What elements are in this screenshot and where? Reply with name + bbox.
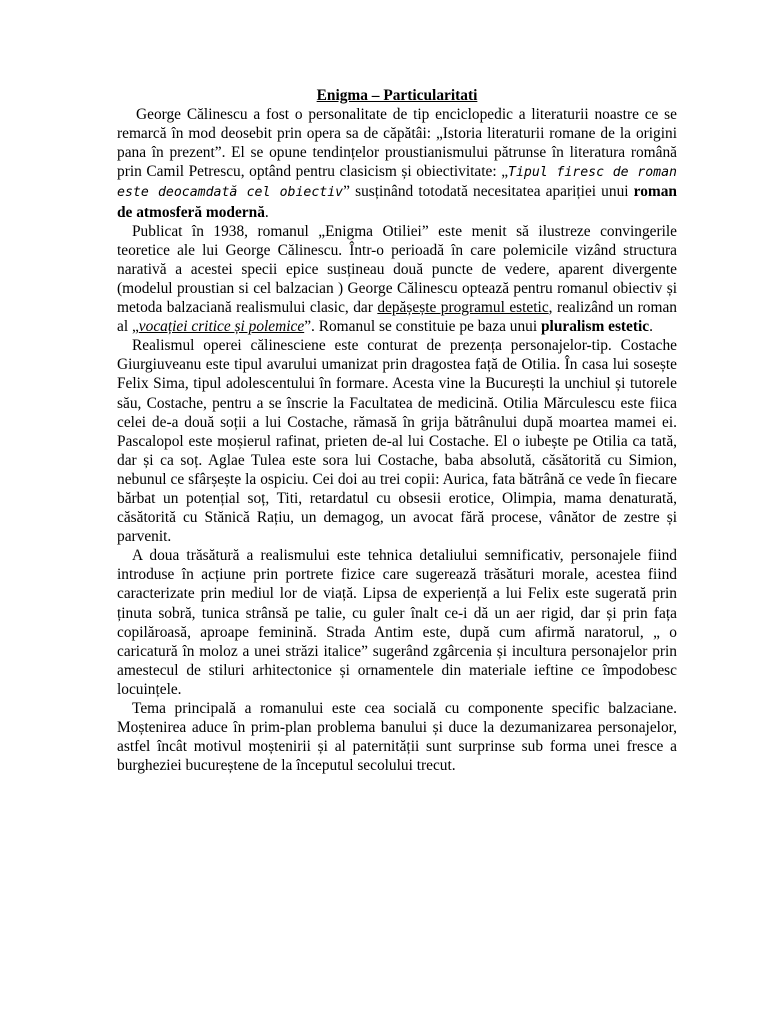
paragraph-publication-italic-underline: vocației critice și polemice xyxy=(138,318,305,336)
paragraph-intro-text-1: George Călinescu a fost o personalitate de tip enciclopedic a literaturii noastre ce se remarcă în mod deosebit prin opera sa de căpătâi: „Istoria literaturii romane de la origini pana în prezent”. El se opune tendințelor proustianismului pătrunse în literatura română prin Camil Petrescu, optând pentru clasicism și obiectivitate: „ xyxy=(117,106,677,181)
document-title: Enigma – Particularitati xyxy=(316,87,478,104)
paragraph-theme: Tema principală a romanului este cea socială cu componente specific balzaciane. Moștenirea aduce în prim-plan problema banului și duce la dezumanizarea personajelor, astfel încât motivul moștenirii și al paternității sunt surprinse sub forma unei fresce a burgheziei bucureștene de la începutul secolului trecut. xyxy=(117,700,677,775)
paragraph-intro-bold: roman de atmosferă modernă xyxy=(117,183,677,221)
paragraph-publication-text-4: . xyxy=(649,318,653,336)
paragraph-characters: Realismul operei călinesciene este conturat de prezența personajelor-tip. Costache Giurgiuveanu este tipul avarului umanizat prin dragostea față de Otilia. În casa lui sosește Felix Sima, tipul adolescentului în formare. Acesta vine la București la unchiul și tutorele său, Costache, pentru a se înscrie la Facultatea de medicină. Otilia Mărculescu este fiica celei de-a două soții a lui Costache, rămasă în grija bătrânului după moartea mamei ei. Pascalopol este moșierul rafinat, prieten de-al lui Costache. El o iubește pe Otilia ca tată, dar și ca soț. Aglae Tulea este sora lui Costache, baba absolută, căsătorită cu Simion, nebunul ce sfârșește la ospiciu. Cei doi au trei copii: Aurica, fata bătrână ce vede în fiecare bărbat un potențial soț, Titi, retardatul cu obsesii erotice, Olimpia, mama denaturată, căsătorită cu Stănică Rațiu, un demagog, un avocat fără procese, vânător de zestre și parvenit. xyxy=(117,337,677,546)
paragraph-publication-text-2: , realizând un roman al „ xyxy=(117,299,677,336)
paragraph-intro-text-2: ” susținând totodată necesitatea apariției unui xyxy=(343,183,634,201)
paragraph-publication-text-1: Publicat în 1938, romanul „Enigma Otiliei” este menit să ilustreze convingerile teoretice ale lui George Călinescu. Într-o perioadă în care polemicile vizând structura narativă a acestei specii epice susțineau două puncte de vedere, aparent divergente (modelul proustian si cel balzacian ) George Călinescu optează pentru romanul obiectiv și metoda balzaciană realismului clasic, dar xyxy=(117,222,677,317)
paragraph-intro-text-3: . xyxy=(264,203,269,221)
paragraph-intro xyxy=(117,105,677,222)
paragraph-publication-bold: pluralism estetic xyxy=(540,318,650,336)
document-page xyxy=(117,86,677,775)
paragraph-publication xyxy=(117,222,677,337)
paragraph-publication-underline: depășește programul estetic xyxy=(377,299,549,317)
paragraph-intro-quote: Tipul firesc de roman este deocamdată cel obiectiv xyxy=(117,165,677,201)
paragraph-detail-technique: A doua trăsătură a realismului este tehnica detaliului semnificativ, personajele fiind introduse în acțiune prin portrete fizice care sugerează trăsături morale, acestea fiind caracterizate prin mediul lor de viață. Lipsa de experiență a lui Felix este sugerată prin ținuta sobră, tunica strânsă pe talie, cu guler înalt ce-i dă un aer rigid, dar și prin fața copilăroasă, aproape feminină. Strada Antim este, după cum afirmă naratorul, „ o caricatură în moloz a unei străzi italice” sugerând zgârcenia și incultura personajelor prin amestecul de stiluri arhitectonice și ornamentele din materiale ieftine ce împodobesc locuințele. xyxy=(117,547,677,698)
paragraph-publication-text-3: ”. Romanul se constituie pe baza unui xyxy=(304,318,541,336)
